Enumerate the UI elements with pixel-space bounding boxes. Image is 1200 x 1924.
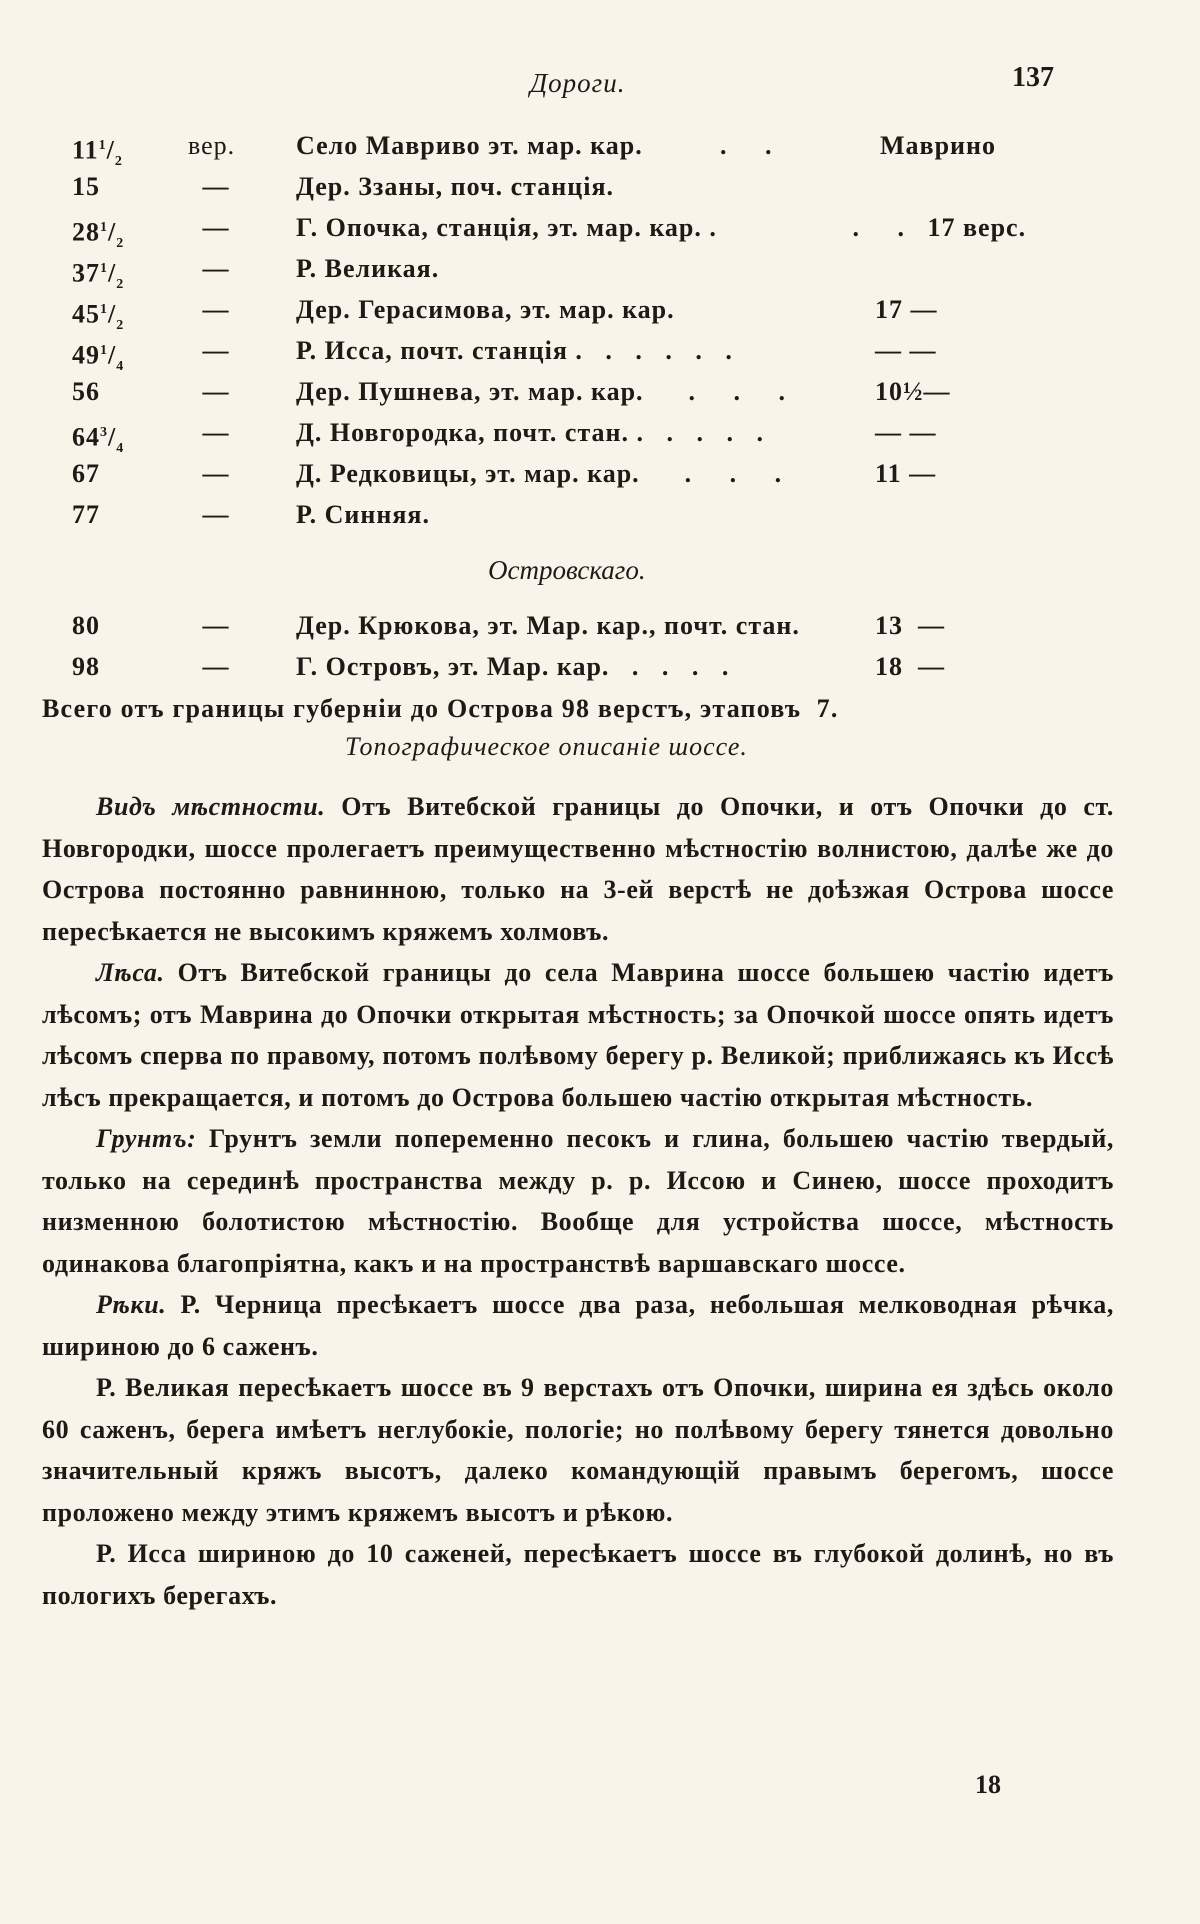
distance-whole: 67	[72, 459, 100, 488]
itinerary-row	[0, 166, 1200, 207]
row-unit: —	[202, 213, 230, 242]
itinerary-table	[0, 125, 1200, 731]
row-distance	[72, 494, 182, 535]
fraction-slash: /	[108, 258, 117, 288]
row-unit: —	[202, 500, 230, 529]
itinerary-row	[0, 646, 1200, 687]
row-stage: — —	[830, 418, 937, 447]
row-unit: —	[202, 295, 230, 324]
fraction-denominator: 4	[116, 440, 125, 456]
fraction-numerator: 1	[100, 302, 108, 317]
row-place: Дер. Пушнева, эт. мар. кар. . . .	[296, 377, 787, 406]
fraction-slash: /	[108, 217, 117, 247]
row-stage: — —	[830, 336, 937, 365]
row-distance	[72, 166, 182, 207]
paragraph-lead: Грунтъ:	[96, 1124, 197, 1153]
paragraph-lead: Видъ мѣстности.	[96, 792, 326, 821]
signature-mark: 18	[975, 1770, 1001, 1799]
row-stage: Маврино	[880, 131, 997, 160]
itinerary-row	[0, 207, 1200, 251]
subheading-text: Островскаго.	[488, 555, 646, 585]
paragraph-lead: Рѣки.	[96, 1290, 167, 1319]
row-place: Р. Синняя.	[296, 500, 430, 529]
distance-whole: 37	[72, 258, 100, 288]
row-distance	[72, 646, 182, 687]
itinerary-rows-part2	[0, 605, 1200, 687]
itinerary-row	[0, 494, 1200, 535]
fraction-denominator: 2	[116, 276, 125, 292]
row-place: Р. Великая.	[296, 254, 440, 283]
fraction-slash: /	[108, 299, 117, 329]
distance-whole: 80	[72, 611, 100, 640]
fraction-slash: /	[108, 340, 117, 370]
section-body	[42, 786, 1114, 1616]
paragraph	[42, 1118, 1114, 1284]
itinerary-row	[0, 605, 1200, 646]
row-distance	[72, 453, 182, 494]
row-place: Дер. Герасимова, эт. мар. кар.	[296, 295, 675, 324]
distance-whole: 15	[72, 172, 100, 201]
row-unit: —	[202, 459, 230, 488]
fraction-numerator: 1	[100, 220, 108, 235]
fraction-numerator: 1	[98, 138, 107, 153]
total-text: Всего отъ границы губерніи до Острова 98 верстъ, этаповъ 7.	[42, 694, 839, 723]
row-place: Село Мавриво эт. мар. кар.	[296, 131, 643, 160]
paragraph	[42, 1533, 1114, 1616]
row-stage: 13 —	[830, 611, 945, 640]
row-unit: —	[202, 377, 230, 406]
fraction-denominator: 2	[116, 235, 125, 251]
row-distance	[72, 371, 182, 412]
fraction-denominator: 4	[116, 358, 125, 374]
paragraph	[42, 786, 1114, 952]
paragraph-text: Р. Черница пресѣкаетъ шоссе два раза, небольшая мелководная рѣчка, шириною до 6 саженъ.	[42, 1290, 1114, 1361]
row-place: Дер. Ззаны, поч. станція.	[296, 172, 615, 201]
itinerary-row	[0, 289, 1200, 333]
distance-whole: 98	[72, 652, 100, 681]
row-stage: 10½—	[830, 377, 951, 406]
row-stage: 11 —	[830, 459, 937, 488]
row-unit: —	[202, 418, 230, 447]
row-unit: —	[202, 336, 230, 365]
itinerary-row	[0, 330, 1200, 374]
row-unit: —	[202, 254, 230, 283]
fraction-numerator: 3	[100, 425, 108, 440]
running-head	[0, 62, 1200, 102]
fraction-denominator: 2	[114, 153, 123, 169]
fraction-slash: /	[108, 422, 117, 452]
fraction-numerator: 1	[100, 343, 108, 358]
paragraph-text: Отъ Витебской границы до села Маврина шоссе большею частію идетъ лѣсомъ; отъ Маврина до Опочки открытая мѣстность; за Опочкой шоссе опять идетъ лѣсомъ сперва по правому, потомъ полѣвому берегу р. Великой; приближаясь къ Иссѣ лѣсъ прекращается, и потомъ до Острова большею частію открытая мѣстность.	[42, 958, 1114, 1112]
distance-whole: 28	[72, 217, 100, 247]
row-place: Дер. Крюкова, эт. Мар. кар., почт. стан.	[296, 611, 800, 640]
row-place: Г. Островъ, эт. Мар. кар. . . . .	[296, 652, 730, 681]
paragraph-lead: Лѣса.	[96, 958, 165, 987]
row-unit: —	[202, 611, 230, 640]
itinerary-row	[0, 412, 1200, 456]
paragraph-text: Отъ Витебской границы до Опочки, и отъ Опочки до ст. Новгородки, шоссе пролегаетъ преимущественно мѣстностію волнистою, далѣе же до Острова постоянно равнинною, только на 3-ей верстѣ не доѣзжая Острова шоссе пересѣкается не высокимъ кряжемъ холмовъ.	[42, 792, 1114, 946]
fraction-numerator: 1	[100, 261, 108, 276]
distance-whole: 56	[72, 377, 100, 406]
itinerary-total	[0, 687, 1200, 731]
row-place: Д. Новгородка, почт. стан. . . . . .	[296, 418, 765, 447]
row-stage: . . 17 верс.	[830, 213, 1027, 242]
row-unit: —	[202, 652, 230, 681]
row-unit: вер.	[188, 131, 236, 160]
itinerary-row	[0, 453, 1200, 494]
itinerary-row	[0, 248, 1200, 292]
row-distance	[72, 605, 182, 646]
row-place: Д. Редковицы, эт. мар. кар. . . .	[296, 459, 783, 488]
distance-whole: 45	[72, 299, 100, 329]
paragraph-text: Грунтъ земли попеременно песокъ и глина, большею частію твердый, только на серединѣ пространства между р. р. Иссою и Синею, шоссе проходитъ низменною болотистою мѣстностію. Вообще для устройства шоссе, мѣстность одинакова благопріятна, какъ и на пространствѣ варшавскаго шоссе.	[42, 1124, 1114, 1278]
itinerary-row	[0, 371, 1200, 412]
row-place: Р. Исса, почт. станція . . . . . .	[296, 336, 733, 365]
itinerary-row	[0, 125, 1200, 169]
paragraph-text: Р. Великая пересѣкаетъ шоссе въ 9 верстахъ отъ Опочки, ширина ея здѣсь около 60 саженъ, берега имѣетъ неглубокіе, пологіе; но полѣвому берегу тянется довольно значительный кряжъ высотъ, далеко командующій правымъ берегомъ, шоссе проложено между этимъ кряжемъ высотъ и рѣкою.	[42, 1373, 1114, 1527]
fraction-denominator: 2	[116, 317, 125, 333]
section-title-text: Топографическое описаніе шоссе.	[345, 732, 748, 761]
paragraph	[42, 1284, 1114, 1367]
distance-whole: 49	[72, 340, 100, 370]
paragraph-text: Р. Исса шириною до 10 саженей, пересѣкаетъ шоссе въ глубокой долинѣ, но въ пологихъ берегахъ.	[42, 1539, 1114, 1610]
row-stage: 18 —	[830, 652, 945, 681]
paragraph	[42, 1367, 1114, 1533]
fraction-slash: /	[106, 135, 115, 165]
row-stage: 17 —	[830, 295, 938, 324]
itinerary-subheading	[0, 535, 1200, 605]
row-place: Г. Опочка, станція, эт. мар. кар. .	[296, 213, 717, 242]
distance-whole: 77	[72, 500, 100, 529]
row-unit: —	[202, 172, 230, 201]
page-number: 137	[1012, 62, 1054, 93]
distance-whole: 11	[72, 135, 99, 165]
paragraph	[42, 952, 1114, 1118]
distance-whole: 64	[72, 422, 100, 452]
itinerary-rows-part1	[0, 125, 1200, 535]
row-leader-dots: . .	[720, 131, 773, 160]
running-title: Дороги.	[530, 68, 626, 98]
